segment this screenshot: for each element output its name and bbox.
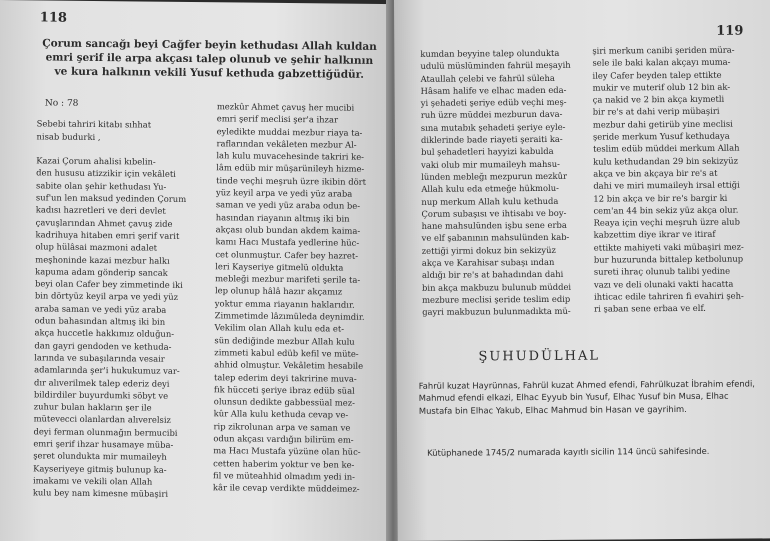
text-line: sele ile baki kalan akçayı muma- [592, 56, 731, 68]
text-line: sabite olan şehir kethudası Yu- [36, 180, 167, 192]
text-line: gayri makbuzun bulunmadıkta mü- [422, 306, 571, 318]
text-line: zimmeti kabul edüb kefil ve müte- [214, 347, 359, 359]
text-line: ahhid olmuştur. Vekâletim hesabile [214, 359, 364, 372]
text-line: larında ve subaşılarında vesair [34, 352, 165, 364]
text-line: Vekilim olan Allah kulu eda et- [214, 322, 345, 334]
text-line: hane mahsulünden işbu sene erba [421, 219, 567, 231]
text-line: mebleği mezbur marifeti şerile ta- [215, 273, 361, 285]
witness-list [419, 377, 757, 417]
text-line: mütevecci olanlardan alıverelsiz [33, 413, 171, 426]
text-line: 12 bin akça ve bir re's bargir ki [593, 192, 728, 204]
left-column-1 [33, 95, 187, 500]
text-line: raflarından vekâleten mezbur Al- [216, 138, 357, 150]
left-column-1-lines [33, 118, 187, 501]
text-line: sün dediğinde mezbur Allah kulu [214, 334, 355, 347]
text-line: odun bahasından altmış iki bin [34, 315, 166, 327]
text-line: cet olunmuştur. Cafer bey hazret- [215, 248, 359, 261]
text-line: bur huzurunda bittalep ketbolunup [593, 253, 744, 265]
text-line: tinde veçhi meşruh üzre ikibin dört [216, 175, 367, 187]
text-line: iley Cafer beyden talep ettikte [592, 69, 722, 81]
text-line: vaki olub mir mumaileyh mahsu- [421, 158, 560, 170]
text-line: yüz keyil arpa ve yedi yüz araba [215, 187, 353, 199]
document-heading: Çorum sancağı beyi Cağfer beyin kethudası Allah kuldan emri şerif ile arpa akçası talep olunub ve şehir halkının ve kura halkının vekili Yusuf kethuda gabzettiğüdür. [42, 37, 377, 81]
left-column-2 [213, 100, 367, 495]
text-line: odun akçası vardığın bilirüm em- [213, 433, 354, 445]
text-line: kâr ile cevap verdikte müddeimez- [212, 482, 360, 494]
witness-text: Fahrül kuzat Hayrünnas, Fahrül kuzat Ahmed efendi, Fahrülkuzat İbrahim efendi, Mahmud efendi elkazi, Elhac Eyyub bin Yusuf, Elhac Yusuf bin Musa, Elhac Mustafa bin Elhac Yakub, Elhac Mahmud bin Hasan ve gayrihim. [418, 378, 755, 416]
right-page [394, 0, 770, 541]
page-number-right: 119 [716, 23, 744, 39]
text-line: ihticac edile tahriren fi evahiri şeh- [594, 290, 744, 302]
text-line: akçası olub bundan akdem kaima- [215, 224, 361, 236]
text-line: dahi ve miri mumaileyh irsal ettiği [593, 179, 740, 191]
text-line: Kayseriyeye gitmiş bulunup ka- [33, 462, 167, 475]
text-line: adamlarında şer'i hukukumuz var- [34, 364, 180, 377]
text-line: beyi olan Cafer bey zimmetinde iki [34, 278, 183, 291]
text-line: mukir ve muterif olub 12 bin ak- [592, 81, 731, 93]
right-column-2 [592, 44, 744, 316]
text-line: çavuşlarından Ahmet çavuş zide [35, 217, 173, 229]
left-column-2-lines [213, 100, 367, 495]
text-line: şeret olundukta mir mumaileyh [33, 450, 167, 463]
text-line: dan gayri gendoden ve kethuda- [34, 340, 172, 352]
text-line: diklerinde bade riayeti şeraiti ka- [420, 133, 563, 145]
page-number-left: 118 [39, 10, 68, 26]
text-line: saman ve yedi yüz araba odun be- [215, 199, 361, 212]
text-line: kumdan beyyine talep olundukta [420, 47, 560, 59]
text-line: teslim edüb müddei merkum Allah [593, 142, 740, 154]
section-title: ŞUHUDÜLHAL [478, 348, 601, 365]
text-line: yi şehadeti şeriye edüb veçhi meş- [420, 96, 567, 109]
text-line: nup merkum Allah kulu kethuda [421, 195, 559, 207]
text-line: olup hülâsai mazmoni adalet [35, 241, 158, 253]
text-line: ri şaban sene erbaa ve elf. [594, 303, 706, 314]
text-line: bin akça makbuzu bulunub müddei [421, 281, 572, 293]
text-line: ça nakid ve 2 bin akça kıymetli [592, 93, 725, 105]
text-line: sureti ihraç olunub talibi yedine [593, 266, 731, 277]
text-line: olunsun dedikte gabbessüal mez- [213, 396, 356, 408]
text-line: suf'un len maksud yedinden Çorum [35, 192, 187, 205]
text-line: mezbure meclisi şeride teslim edip [422, 293, 571, 305]
right-column-2-lines [592, 44, 744, 316]
text-line: cetten haberim yoktur ve ben ke- [213, 457, 355, 470]
text-line: zuhur bulan hakların şer ile [33, 401, 152, 413]
text-line: udulü müslüminden fahrül meşayih [420, 60, 571, 72]
text-line: meşhoninde kazai mezbur halkı [35, 253, 170, 266]
text-line: Çorum subaşısı ve ihtisabı ve boy- [421, 207, 567, 219]
text-line: araba saman ve yedi yüz araba [34, 303, 167, 315]
text-line: Ataullah çelebi ve fahrül süleha [420, 72, 555, 84]
text-line: şeride merkum Yusuf kethudaya [592, 130, 730, 142]
text-line: imakamı ve vekili olan Allah [32, 475, 153, 487]
text-line: zettiği yirmi dokuz bin sekizyüz [421, 244, 556, 256]
text-line: lep olunup hâlâ hazır akçamız [214, 285, 343, 298]
text-line: Reaya için veçhi meşruh üzre alub [593, 216, 740, 228]
text-line: vazı ve deli olunaki vakti hacatta [593, 278, 734, 290]
text-line: emri şerif ihzar husamaye müba- [33, 438, 174, 450]
text-line: deyi ferman olunmağın bermucibi [33, 426, 178, 438]
text-line: bin dörtyüz keyil arpa ve yedi yüz [34, 290, 179, 303]
text-line: akça huccetle hakkımız olduğun- [34, 327, 175, 340]
right-column-1 [420, 47, 572, 319]
text-line: kulu kethudandan 29 bin sekizyüz [593, 155, 739, 167]
text-line: ruh üzre müddei mezburun dava- [420, 109, 563, 121]
text-line: bir re's at dahi verip mübaşiri [592, 106, 720, 118]
text-line: fık hücceti şeriye ibraz edüb süal [213, 384, 355, 396]
text-line: kapuma adam gönderip sancak [35, 266, 168, 278]
text-line: lünden mebleğı mezpurun mezkûr [421, 170, 568, 182]
text-line: ma Hacı Mustafa yüzüne olan hüc- [213, 445, 361, 458]
text-line: eyledikte muddai mezbur riaya ta- [216, 125, 363, 138]
text-line: kulu bey nam kimesne mübaşiri [32, 487, 169, 499]
text-line: cem'an 44 bin sekiz yüz akça olur. [593, 204, 739, 216]
text-line: kamı Hacı Mustafa yedlerine hüc- [215, 236, 360, 249]
text-line: lâm edüb mir müşarünileyh hizme- [216, 162, 365, 175]
text-line: mezkûr Ahmet çavuş her mucibi [216, 101, 355, 113]
text-line: Zimmetimde lâzımüleda deynimdir. [214, 310, 365, 322]
text-line: sına mutabık şehadeti şeriye eyle- [420, 121, 566, 133]
text-line: nisab budurki , [36, 130, 101, 142]
record-number: No : 78 [44, 98, 79, 109]
text-line: Kazai Çorum ahalisi kıbelin- [36, 155, 156, 167]
text-line: Hâsam halife ve elhac maden eda- [420, 84, 567, 96]
right-column-1-lines [420, 47, 572, 319]
archive-footnote: Kütüphanede 1745/2 numarada kayıtlı sicilin 114 üncü sahifesinde. [427, 445, 710, 458]
text-line: Allah kulu eda etmeğe hükmolu- [421, 183, 559, 195]
text-line: bul şehadetleri hayyizi kabulda [421, 146, 554, 158]
text-line: kûr Alla kulu kethuda cevap ve- [213, 408, 349, 421]
text-line: kabzettim diye ikrar ve itiraf [593, 229, 716, 241]
text-line: akça ve bin akçaya bir re's at [593, 167, 718, 179]
text-line: kadrihuya hitaben emri şerif varit [35, 229, 180, 241]
text-line: dır alıverilmek talep ederiz deyi [33, 376, 170, 389]
text-line: şiri merkum canibi şeriden müra- [592, 44, 735, 56]
text-line: bildirdiler buyurdumki söbyt ve [33, 389, 169, 401]
text-line: talep ederim deyi takririne muva- [214, 371, 357, 384]
text-line: mezbur dahi getirüb yine meclisi [592, 118, 733, 130]
text-line: ettikte mahiyeti vaki mübaşiri mez- [593, 241, 744, 253]
text-line: aldığı bir re's at bahadından dahi [421, 269, 564, 281]
text-line: den hususu atizzikir için vekâleti [36, 167, 176, 180]
text-line: emri şerif meclisi şer'a ihzar [216, 113, 339, 125]
text-line: fil ve müteahhid olmadım yedi in- [212, 470, 356, 482]
text-line: kadısı hazretleri ve deri devlet [35, 204, 166, 217]
text-line: Sebebi tahriri kitabı sıhhat [36, 118, 152, 130]
text-line: akça ve Karahisar subaşı ından [421, 256, 555, 268]
text-line: rip zikrolunan arpa ve saman ve [213, 420, 351, 433]
text-line: ve elf şabanının mahsulünden kab- [421, 232, 570, 244]
text-line: lah kulu muvacehesinde takriri ke- [216, 150, 365, 163]
text-line: hasından riayanın altmış iki bin [215, 211, 350, 224]
text-line: yoktur emma riayanın haklarıdır. [214, 298, 355, 310]
text-line: leri Kayseriye gitmelü oldukta [215, 261, 344, 273]
